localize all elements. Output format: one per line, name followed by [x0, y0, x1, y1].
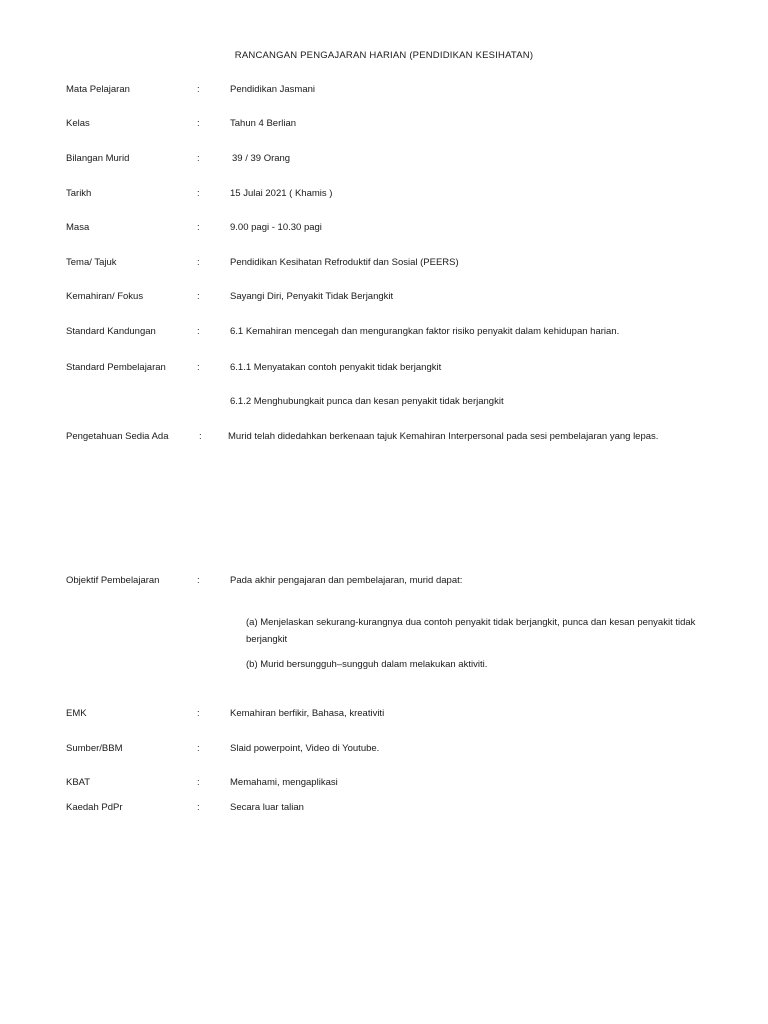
- field-label: KBAT: [66, 777, 91, 788]
- field-label: Objektif Pembelajaran: [66, 575, 160, 586]
- field-value: Pendidikan Jasmani: [230, 84, 316, 95]
- field-value: Memahami, mengaplikasi: [230, 777, 338, 788]
- field-value: Slaid powerpoint, Video di Youtube.: [230, 743, 380, 754]
- document-title: RANCANGAN PENGAJARAN HARIAN (PENDIDIKAN KESIHATAN): [234, 50, 534, 61]
- row-standard-pembelajaran: [0, 362, 768, 376]
- field-label: Masa: [66, 222, 90, 233]
- field-colon: :: [197, 708, 200, 719]
- row-kelas: [0, 118, 768, 132]
- field-colon: :: [197, 777, 200, 788]
- field-value: Murid telah didedahkan berkenaan tajuk Kemahiran Interpersonal pada sesi pembelajaran yang lepas.: [228, 431, 659, 442]
- row-tema: [0, 257, 768, 271]
- field-label: EMK: [66, 708, 87, 719]
- field-value: 6.1.2 Menghubungkait punca dan kesan penyakit tidak berjangkit: [230, 396, 504, 407]
- field-colon: :: [197, 362, 200, 373]
- field-value: 9.00 pagi - 10.30 pagi: [230, 222, 322, 233]
- row-masa: [0, 222, 768, 236]
- row-bilangan-murid: [0, 153, 768, 167]
- field-colon: :: [197, 802, 200, 813]
- field-label: Pengetahuan Sedia Ada: [66, 431, 169, 442]
- field-value: Tahun 4 Berlian: [230, 118, 297, 129]
- objective-item-b: (b) Murid bersungguh–sungguh dalam melakukan aktiviti.: [246, 659, 488, 670]
- field-label: Standard Kandungan: [66, 326, 156, 337]
- field-label: Kaedah PdPr: [66, 802, 123, 813]
- row-objektif: [0, 575, 768, 589]
- row-mata-pelajaran: [0, 84, 768, 98]
- field-value: Pada akhir pengajaran dan pembelajaran, murid dapat:: [230, 575, 463, 586]
- field-label: Standard Pembelajaran: [66, 362, 166, 373]
- field-colon: :: [197, 153, 200, 164]
- field-value: 15 Julai 2021 ( Khamis ): [230, 188, 333, 199]
- field-colon: :: [197, 326, 200, 337]
- field-label: Mata Pelajaran: [66, 84, 130, 95]
- field-colon: :: [197, 291, 200, 302]
- row-pengetahuan: [0, 431, 768, 445]
- field-colon: :: [197, 222, 200, 233]
- field-colon: :: [197, 118, 200, 129]
- field-label: Kelas: [66, 118, 90, 129]
- row-standard-pembelajaran-2: [0, 396, 768, 410]
- field-colon: :: [197, 84, 200, 95]
- row-tarikh: [0, 188, 768, 202]
- field-colon: :: [197, 257, 200, 268]
- field-label: Tema/ Tajuk: [66, 257, 117, 268]
- row-sumber: [0, 743, 768, 757]
- row-objective-b: [0, 659, 768, 673]
- field-value: Kemahiran berfikir, Bahasa, kreativiti: [230, 708, 385, 719]
- objective-item-a: (a) Menjelaskan sekurang-kurangnya dua contoh penyakit tidak berjangkit, punca dan kesan penyakit tidak berjangkit: [246, 617, 696, 645]
- row-emk: [0, 708, 768, 722]
- field-value: Sayangi Diri, Penyakit Tidak Berjangkit: [230, 291, 394, 302]
- field-colon: :: [197, 188, 200, 199]
- field-value: Secara luar talian: [230, 802, 304, 813]
- field-label: Sumber/BBM: [66, 743, 123, 754]
- field-label: Bilangan Murid: [66, 153, 130, 164]
- field-value: Pendidikan Kesihatan Refroduktif dan Sosial (PEERS): [230, 257, 459, 268]
- field-colon: :: [197, 743, 200, 754]
- field-value: 6.1.1 Menyatakan contoh penyakit tidak berjangkit: [230, 362, 442, 373]
- field-colon: :: [199, 431, 202, 442]
- field-value: 6.1 Kemahiran mencegah dan mengurangkan faktor risiko penyakit dalam kehidupan harian.: [230, 326, 620, 337]
- row-kemahiran: [0, 291, 768, 305]
- field-label: Tarikh: [66, 188, 92, 199]
- field-value: 39 / 39 Orang: [232, 153, 291, 164]
- row-standard-kandungan: [0, 326, 768, 340]
- row-kaedah: [0, 802, 768, 816]
- field-colon: :: [197, 575, 200, 586]
- row-kbat: [0, 777, 768, 791]
- field-label: Kemahiran/ Fokus: [66, 291, 144, 302]
